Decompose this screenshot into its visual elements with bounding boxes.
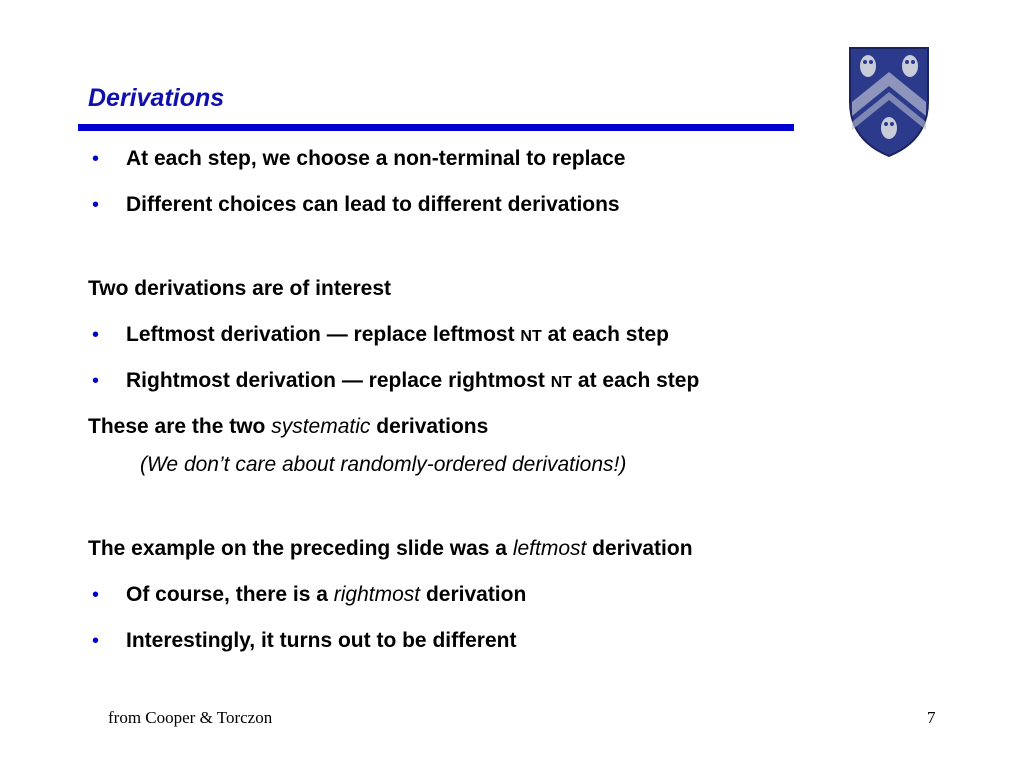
bullet-marker: •: [92, 630, 100, 652]
bullet-item: Different choices can lead to different derivations: [126, 193, 620, 216]
emphasis: systematic: [271, 415, 371, 438]
text-segment: at each step: [572, 369, 700, 392]
emphasis: rightmost: [333, 583, 421, 606]
text-segment: Leftmost derivation — replace leftmost: [126, 323, 521, 346]
text-segment: Of course, there is a: [126, 583, 334, 606]
bullet-marker: •: [92, 194, 100, 216]
paragraph-example: [88, 536, 693, 562]
bullet-marker: •: [92, 584, 100, 606]
bullet-item-interestingly: Interestingly, it turns out to be different: [126, 629, 517, 652]
text-segment: Rightmost derivation — replace rightmost: [126, 369, 551, 392]
bullet-marker: •: [92, 148, 100, 170]
text-segment: These are the two: [88, 415, 272, 438]
footer-source: from Cooper & Torczon: [108, 708, 273, 727]
paragraph-interest: Two derivations are of interest: [88, 277, 392, 300]
note-text: (We don’t care about randomly-ordered derivations!): [140, 453, 627, 476]
text-segment: The example on the preceding slide was a: [88, 537, 513, 560]
bullet-item-leftmost: [126, 322, 669, 350]
bullet-marker: •: [92, 370, 100, 392]
text-segment: derivation: [420, 583, 527, 606]
page-title: Derivations: [88, 84, 225, 112]
nt-abbrev: NT: [520, 328, 542, 345]
emphasis: leftmost: [512, 537, 587, 560]
text-segment: derivation: [586, 537, 693, 560]
text-segment: derivations: [370, 415, 489, 438]
nt-abbrev: NT: [550, 374, 573, 391]
bullet-item-of-course: [126, 582, 526, 608]
paragraph-systematic: [88, 414, 488, 440]
bullet-item: At each step, we choose a non-terminal to replace: [126, 147, 626, 170]
bullet-marker: •: [92, 324, 100, 346]
text-segment: at each step: [541, 323, 669, 346]
bullet-item-rightmost: [126, 368, 699, 396]
page-number: 7: [927, 708, 936, 727]
